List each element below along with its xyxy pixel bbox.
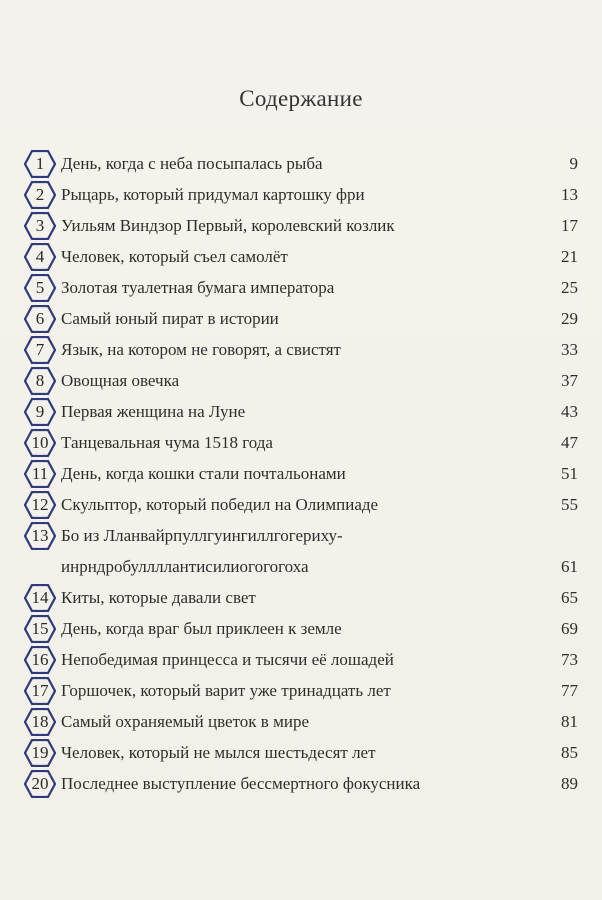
- page-title: Содержание: [239, 86, 363, 111]
- chapter-number-badge: [24, 615, 56, 643]
- chapter-number: 7: [35, 340, 45, 359]
- toc-entry-7: [24, 334, 580, 365]
- chapter-title: Человек, который съел самолёт: [61, 247, 288, 266]
- chapter-number: 4: [35, 247, 45, 266]
- toc-entry-19: [24, 737, 580, 768]
- page-number: 21: [561, 247, 578, 266]
- chapter-number-badge: [24, 243, 56, 271]
- chapter-number-badge: [24, 584, 56, 612]
- chapter-number-badge: [24, 522, 56, 550]
- chapter-number-badge: [24, 770, 56, 798]
- chapter-title: Овощная овечка: [61, 371, 180, 390]
- chapter-title: Танцевальная чума 1518 года: [61, 433, 273, 452]
- toc-entry-20: [24, 768, 580, 799]
- chapter-number: 19: [31, 743, 49, 762]
- chapter-number-badge: [24, 708, 56, 736]
- chapter-title: День, когда кошки стали почтальонами: [61, 464, 346, 483]
- page-number: 29: [561, 309, 578, 328]
- chapter-title: Язык, на котором не говорят, а свистят: [61, 340, 341, 359]
- chapter-number-badge: [24, 398, 56, 426]
- chapter-number: 1: [35, 154, 45, 173]
- page-number: 55: [561, 495, 578, 514]
- toc-entry-4: [24, 241, 580, 272]
- page-number: 77: [561, 681, 578, 700]
- chapter-number: 20: [31, 774, 49, 793]
- toc-entry-14: [24, 582, 580, 613]
- chapter-title: Непобедимая принцесса и тысячи её лошадей: [61, 650, 394, 669]
- toc-entry-2: [24, 179, 580, 210]
- toc-entry-11: [24, 458, 580, 489]
- page-number: 89: [561, 774, 578, 793]
- chapter-number-badge: [24, 336, 56, 364]
- page-number: 9: [569, 154, 578, 173]
- chapter-number-badge: [24, 367, 56, 395]
- chapter-title: День, когда враг был приклеен к земле: [61, 619, 342, 638]
- chapter-number-badge: [24, 429, 56, 457]
- chapter-title: Рыцарь, который придумал картошку фри: [61, 185, 365, 204]
- chapter-number-badge: [24, 460, 56, 488]
- chapter-title: Золотая туалетная бумага императора: [61, 278, 335, 297]
- chapter-number: 2: [35, 185, 45, 204]
- page-number: 17: [561, 216, 578, 235]
- chapter-number: 3: [35, 216, 45, 235]
- toc-entry-6: [24, 303, 580, 334]
- page-number: 69: [561, 619, 578, 638]
- chapter-number: 15: [31, 619, 49, 638]
- chapter-title: Человек, который не мылся шестьдесят лет: [61, 743, 376, 762]
- chapter-number-badge: [24, 491, 56, 519]
- chapter-number: 8: [35, 371, 45, 390]
- page-number: 43: [561, 402, 578, 421]
- table-of-contents: [24, 148, 580, 799]
- chapter-title-line-1: Бо из Лланвайрпуллгуингиллгогериху-: [61, 526, 343, 545]
- page-number: 25: [561, 278, 578, 297]
- chapter-title: Самый охраняемый цветок в мире: [61, 712, 309, 731]
- toc-entry-3: [24, 210, 580, 241]
- chapter-number: 14: [31, 588, 49, 607]
- toc-entry-5: [24, 272, 580, 303]
- chapter-number-badge: [24, 739, 56, 767]
- toc-entry-9: [24, 396, 580, 427]
- chapter-title: Киты, которые давали свет: [61, 588, 256, 607]
- chapter-number-badge: [24, 677, 56, 705]
- chapter-title: Уильям Виндзор Первый, королевский козлик: [61, 216, 395, 235]
- chapter-title: Горшочек, который варит уже тринадцать лет: [61, 681, 391, 700]
- page-number: 85: [561, 743, 578, 762]
- chapter-number-badge: [24, 646, 56, 674]
- chapter-number: 5: [35, 278, 45, 297]
- toc-entry-16: [24, 644, 580, 675]
- toc-entry-17: [24, 675, 580, 706]
- chapter-title: Скульптор, который победил на Олимпиаде: [61, 495, 379, 514]
- toc-entry-12: [24, 489, 580, 520]
- chapter-number: 16: [31, 650, 49, 669]
- chapter-title: Последнее выступление бессмертного фокусника: [61, 774, 421, 793]
- toc-entry-8: [24, 365, 580, 396]
- page-number: 51: [561, 464, 578, 483]
- chapter-number-badge: [24, 305, 56, 333]
- chapter-number: 6: [35, 309, 45, 328]
- page-number: 13: [561, 185, 578, 204]
- toc-entry-1: [24, 148, 580, 179]
- chapter-number: 12: [31, 495, 49, 514]
- chapter-number: 9: [35, 402, 45, 421]
- chapter-title: Первая женщина на Луне: [61, 402, 246, 421]
- toc-entry-18: [24, 706, 580, 737]
- chapter-number: 11: [31, 464, 49, 483]
- page-number: 81: [561, 712, 578, 731]
- chapter-number: 10: [31, 433, 49, 452]
- toc-entry-13: [24, 520, 580, 582]
- toc-entry-10: [24, 427, 580, 458]
- chapter-title: Самый юный пират в истории: [61, 309, 279, 328]
- chapter-number-badge: [24, 274, 56, 302]
- chapter-number-badge: [24, 150, 56, 178]
- chapter-number-badge: [24, 212, 56, 240]
- chapter-number: 17: [31, 681, 49, 700]
- chapter-number: 13: [31, 526, 49, 545]
- page-number: 33: [561, 340, 578, 359]
- chapter-number: 18: [31, 712, 49, 731]
- page-number: 73: [561, 650, 578, 669]
- chapter-number-badge: [24, 181, 56, 209]
- toc-entry-15: [24, 613, 580, 644]
- page-number: 37: [561, 371, 578, 390]
- chapter-title: День, когда с неба посыпалась рыба: [61, 154, 323, 173]
- chapter-title-line-2: инрндробуллллантисилиогогогоха: [61, 557, 309, 576]
- page-number: 65: [561, 588, 578, 607]
- page-number: 61: [561, 557, 578, 576]
- page-number: 47: [561, 433, 578, 452]
